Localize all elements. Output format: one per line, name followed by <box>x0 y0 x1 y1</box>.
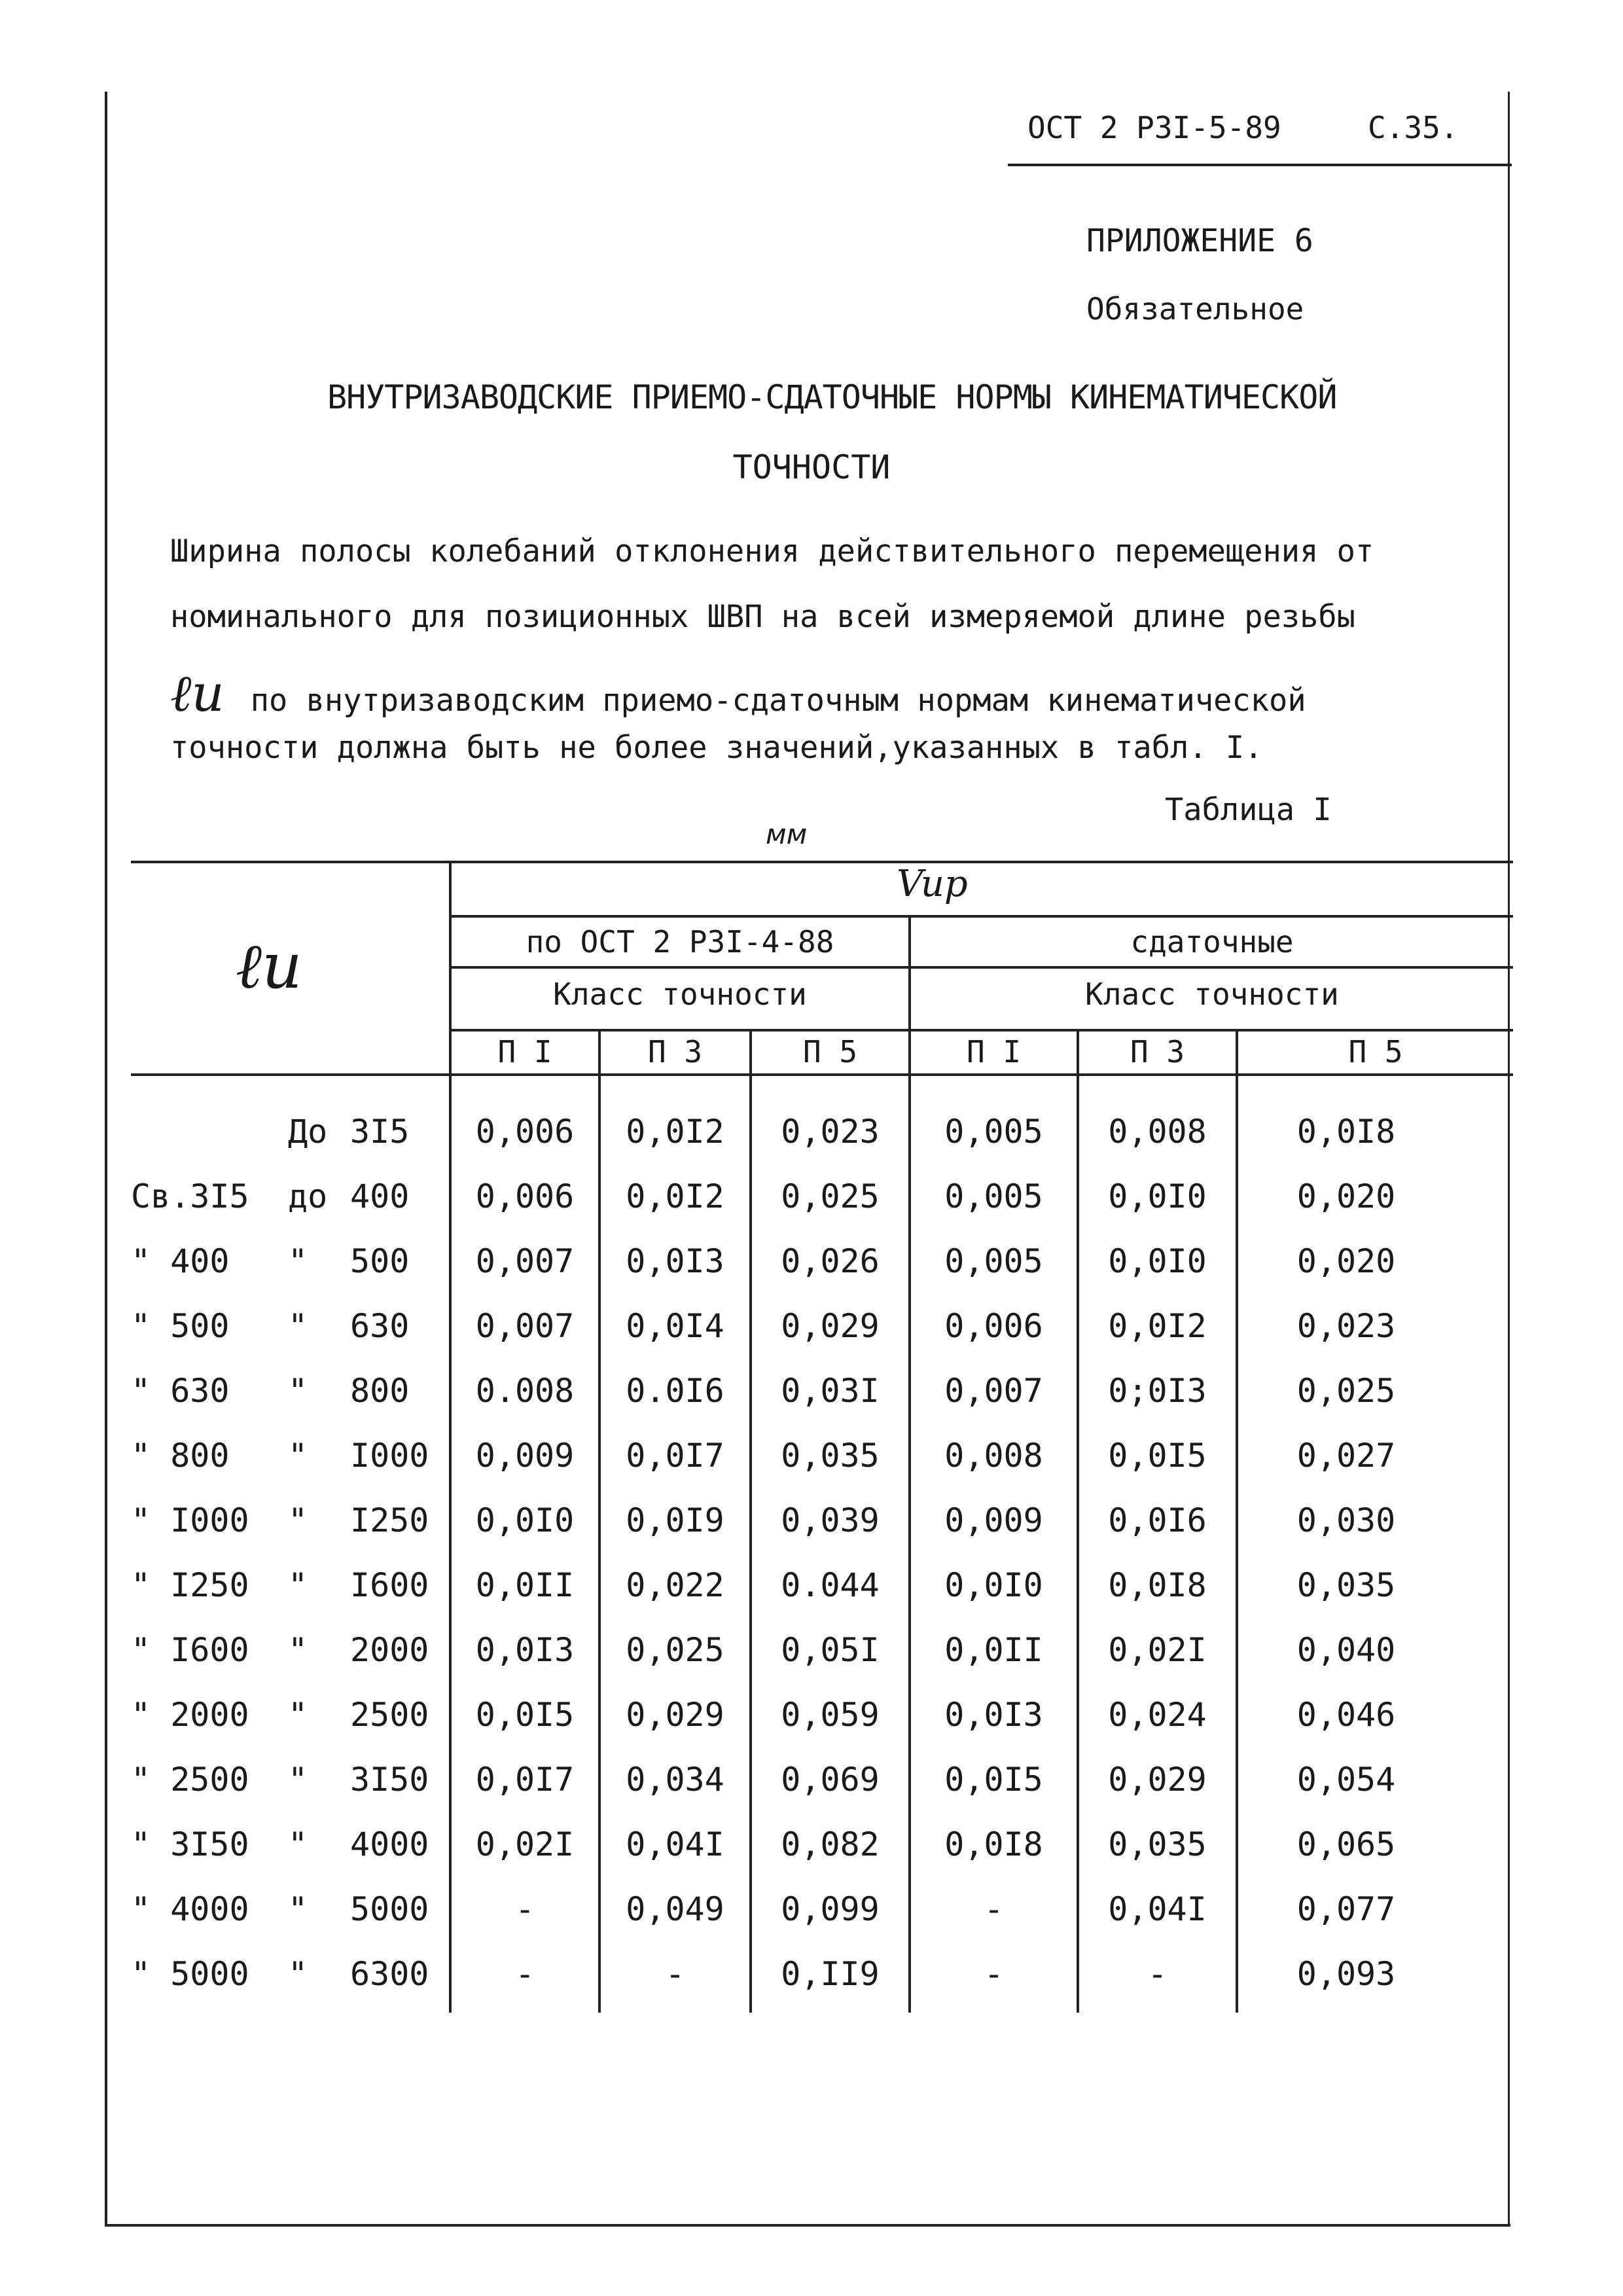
class-p3-delivery: П 3 <box>1130 1034 1185 1069</box>
table-cell: 0.0I6 <box>626 1372 724 1410</box>
table-cell: 0,006 <box>475 1113 575 1151</box>
table-cell: 0,0II <box>944 1631 1043 1669</box>
range-to-word: " <box>288 1696 308 1734</box>
table-cell: 0,0I7 <box>626 1437 724 1475</box>
table-cell: 0,005 <box>944 1113 1043 1151</box>
page-number: С.35. <box>1368 110 1459 145</box>
subgroup-ost: по ОСТ 2 РЗI-4-88 <box>526 924 834 960</box>
table-cell: 0,008 <box>1108 1113 1207 1151</box>
table-cell: 0,023 <box>781 1113 880 1151</box>
table-cell: 0,029 <box>1108 1761 1207 1799</box>
table-cell: 0,040 <box>1296 1631 1396 1669</box>
table-cell: 0,009 <box>475 1437 575 1475</box>
page-frame-left <box>105 92 107 2225</box>
table-cell: 0,025 <box>781 1177 880 1215</box>
table-cell: 0,023 <box>1296 1307 1396 1345</box>
table-cell: 0,007 <box>475 1242 575 1280</box>
table-cell: 0,082 <box>781 1825 880 1863</box>
page-frame-bottom <box>105 2224 1510 2227</box>
subgroup-delivery: сдаточные <box>1130 924 1294 960</box>
class-label-ost: Класс точности <box>553 977 807 1012</box>
table-cell: 0,0I5 <box>1108 1437 1207 1475</box>
paragraph-line-3-text: по внутризаводским приемо-сдаточным нормам кинематической <box>250 683 1306 719</box>
table-cell: 0,007 <box>944 1372 1043 1410</box>
table-cell: 0,02I <box>1108 1631 1207 1669</box>
paragraph-line-1: Ширина полосы колебаний отклонения действительного перемещения от <box>170 533 1374 569</box>
table-cell: 0,0I2 <box>626 1113 724 1151</box>
table-cell: 0,054 <box>1296 1761 1396 1799</box>
table-cell: 0.008 <box>475 1372 575 1410</box>
appendix-label: ПРИЛОЖЕНИЕ 6 <box>1086 223 1313 259</box>
range-from: " 3I50 <box>131 1825 249 1863</box>
range-from: Св.3I5 <box>131 1177 249 1215</box>
thread-length-symbol: ℓu <box>170 664 224 723</box>
table-cell: 0,04I <box>1108 1890 1207 1928</box>
range-to: 2000 <box>350 1631 429 1669</box>
table-cell: 0,0I8 <box>1296 1113 1396 1151</box>
table-cell: 0,030 <box>1296 1501 1396 1539</box>
range-to: 3I5 <box>350 1113 410 1151</box>
table-cell: 0,065 <box>1296 1825 1396 1863</box>
table-cell: 0,04I <box>626 1825 724 1863</box>
table-top-rule <box>131 861 1513 863</box>
range-to-word: " <box>288 1437 308 1475</box>
table-cell: 0,039 <box>781 1501 880 1539</box>
table-cell: 0,035 <box>1108 1825 1207 1863</box>
table-cell: 0,05I <box>781 1631 880 1669</box>
range-to: 500 <box>350 1242 410 1280</box>
title-line-2: ТОЧНОСТИ <box>732 448 891 486</box>
table-cell: 0,0I7 <box>475 1761 575 1799</box>
range-from: " I250 <box>131 1566 249 1604</box>
table-cell: 0,059 <box>781 1696 880 1734</box>
range-to-word: " <box>288 1566 308 1604</box>
table-cell: 0,049 <box>626 1890 724 1928</box>
table-cell: - <box>984 1890 1004 1928</box>
table-cell: 0,03I <box>781 1372 880 1410</box>
table-cell: 0,0I0 <box>1108 1177 1207 1215</box>
table-cell: 0,034 <box>626 1761 724 1799</box>
class-p1-delivery: П I <box>966 1034 1022 1069</box>
table-cell: 0,029 <box>781 1307 880 1345</box>
table-cell: 0,0I5 <box>475 1696 575 1734</box>
table-cell: 0,006 <box>944 1307 1043 1345</box>
class-label-delivery: Класс точности <box>1085 977 1339 1012</box>
range-to-word: " <box>288 1242 308 1280</box>
table-cell: 0,0I0 <box>1108 1242 1207 1280</box>
class-p5-ost: П 5 <box>802 1034 858 1069</box>
table-cell: 0,0I0 <box>475 1501 575 1539</box>
range-to-word: " <box>288 1761 308 1799</box>
range-to: 630 <box>350 1307 410 1345</box>
table-cell: 0.044 <box>781 1566 880 1604</box>
table-cell: 0,0I3 <box>626 1242 724 1280</box>
table-unit: мм <box>766 818 808 850</box>
header-bottom-rule <box>131 1073 1513 1076</box>
table-cell: 0,0I6 <box>1108 1501 1207 1539</box>
range-to: I250 <box>350 1501 429 1539</box>
paragraph-line-4: точности должна быть не более значений,указанных в табл. I. <box>170 730 1263 766</box>
table-cell: 0,025 <box>1296 1372 1396 1410</box>
range-to-word: До <box>288 1113 328 1151</box>
table-cell: 0,0I8 <box>1108 1566 1207 1604</box>
title-line-1: ВНУТРИЗАВОДСКИЕ ПРИЕМО-СДАТОЧНЫЕ НОРМЫ КИНЕМАТИЧЕСКОЙ <box>327 378 1337 416</box>
table-cell: 0,005 <box>944 1242 1043 1280</box>
rule-under-class <box>452 1029 1513 1031</box>
range-to-word: " <box>288 1890 308 1928</box>
range-to: 4000 <box>350 1825 429 1863</box>
table-cell: 0,0I4 <box>626 1307 724 1345</box>
class-p1-ost: П I <box>497 1034 552 1069</box>
range-to: 3I50 <box>350 1761 429 1799</box>
table-caption: Таблица I <box>1165 792 1332 828</box>
range-from: " 800 <box>131 1437 230 1475</box>
class-p3-ost: П 3 <box>647 1034 703 1069</box>
range-from: " 500 <box>131 1307 230 1345</box>
table-cell: 0,0II <box>475 1566 575 1604</box>
table-cell: 0,069 <box>781 1761 880 1799</box>
table-cell: - <box>514 1890 535 1928</box>
range-to-word: " <box>288 1631 308 1669</box>
table-cell: 0,0I3 <box>944 1696 1043 1734</box>
range-to-word: " <box>288 1307 308 1345</box>
appendix-status: Обязательное <box>1086 291 1304 327</box>
range-from: " 2000 <box>131 1696 249 1734</box>
table-cell: 0,035 <box>781 1437 880 1475</box>
table-cell: 0,02I <box>475 1825 575 1863</box>
table-cell: 0,0I3 <box>475 1631 575 1669</box>
table-cell: 0,099 <box>781 1890 880 1928</box>
table-cell: 0,II9 <box>781 1955 880 1993</box>
table-cell: 0,093 <box>1296 1955 1396 1993</box>
table-cell: 0,022 <box>626 1566 724 1604</box>
table-cell: 0,020 <box>1296 1242 1396 1280</box>
paragraph-line-3 <box>170 664 1306 723</box>
table-cell: 0,035 <box>1296 1566 1396 1604</box>
table-cell: 0,027 <box>1296 1437 1396 1475</box>
rule-under-subgroups <box>452 966 1513 969</box>
table-cell: - <box>665 1955 685 1993</box>
range-to: 400 <box>350 1177 410 1215</box>
table-cell: 0,026 <box>781 1242 880 1280</box>
table-cell: 0,024 <box>1108 1696 1207 1734</box>
paragraph-line-2: номинального для позиционных ШВП на всей измеряемой длине резьбы <box>170 599 1355 635</box>
rule-under-vup <box>452 915 1513 918</box>
table-cell: 0,008 <box>944 1437 1043 1475</box>
table-cell: 0,007 <box>475 1307 575 1345</box>
range-to: I600 <box>350 1566 429 1604</box>
range-from: " I600 <box>131 1631 249 1669</box>
table-cell: 0;0I3 <box>1108 1372 1207 1410</box>
table-cell: 0,029 <box>626 1696 724 1734</box>
document-code: ОСТ 2 РЗI-5-89 <box>1027 110 1281 145</box>
table-cell: 0,0I2 <box>626 1177 724 1215</box>
range-to-word: " <box>288 1955 308 1993</box>
range-from: " 630 <box>131 1372 230 1410</box>
table-cell: - <box>984 1955 1004 1993</box>
table-cell: 0,005 <box>944 1177 1043 1215</box>
table-cell: 0,0I8 <box>944 1825 1043 1863</box>
range-to-word: " <box>288 1825 308 1863</box>
table-cell: 0,077 <box>1296 1890 1396 1928</box>
table-cell: - <box>514 1955 535 1993</box>
table-cell: 0,0I0 <box>944 1566 1043 1604</box>
class-p5-delivery: П 5 <box>1348 1034 1403 1069</box>
table-cell: 0,0I2 <box>1108 1307 1207 1345</box>
page-frame-right <box>1508 92 1510 2227</box>
table-cell: - <box>1147 1955 1168 1993</box>
table-cell: 0,025 <box>626 1631 724 1669</box>
range-from: " 5000 <box>131 1955 249 1993</box>
range-to-word: " <box>288 1372 308 1410</box>
table-cell: 0,020 <box>1296 1177 1396 1215</box>
range-to: 800 <box>350 1372 410 1410</box>
group-header-vup: Vup <box>897 863 968 905</box>
table-cell: 0,0I9 <box>626 1501 724 1539</box>
range-from: " 4000 <box>131 1890 249 1928</box>
table-cell: 0,006 <box>475 1177 575 1215</box>
range-from: " I000 <box>131 1501 249 1539</box>
range-to: 2500 <box>350 1696 429 1734</box>
header-rule <box>1008 164 1512 166</box>
range-from: " 400 <box>131 1242 230 1280</box>
range-to-word: " <box>288 1501 308 1539</box>
range-to: I000 <box>350 1437 429 1475</box>
range-from: " 2500 <box>131 1761 249 1799</box>
range-to: 5000 <box>350 1890 429 1928</box>
thread-length-header: ℓu <box>236 929 302 1003</box>
table-cell: 0,0I5 <box>944 1761 1043 1799</box>
table-cell: 0,009 <box>944 1501 1043 1539</box>
range-to-word: до <box>288 1177 328 1215</box>
table-cell: 0,046 <box>1296 1696 1396 1734</box>
range-to: 6300 <box>350 1955 429 1993</box>
